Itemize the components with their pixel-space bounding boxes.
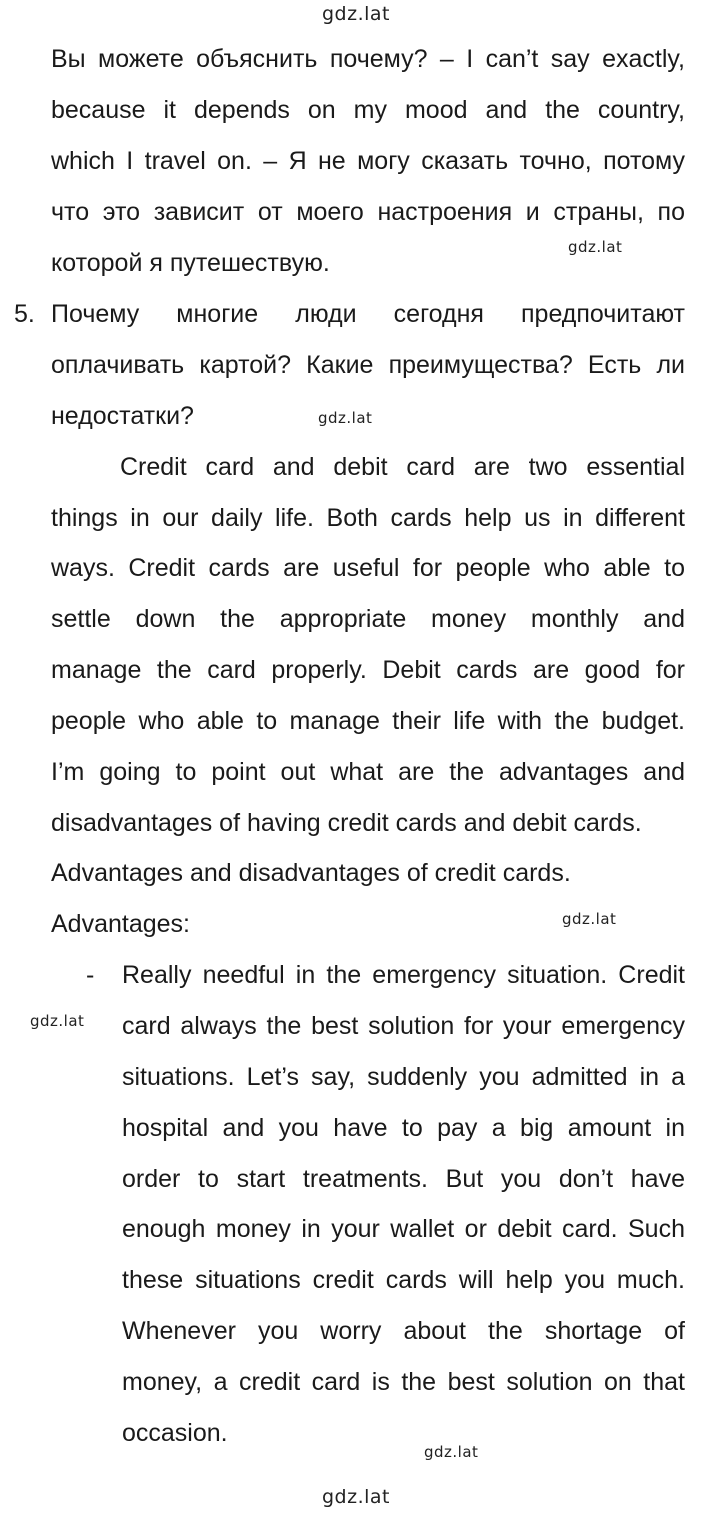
text-line: Credit card and debit card are two essential <box>120 453 685 481</box>
text-line: things in our daily life. Both cards help us in different <box>51 504 685 532</box>
text-line: Вы можете объяснить почему? – I can’t say exactly, <box>51 45 685 73</box>
text-line: occasion. <box>122 1419 228 1447</box>
watermark: gdz.lat <box>568 238 623 256</box>
text-line: что это зависит от моего настроения и страны, по <box>51 198 685 226</box>
text-line: these situations credit cards will help you much. <box>122 1266 685 1294</box>
text-line: enough money in your wallet or debit card. Such <box>122 1215 685 1243</box>
text-line: which I travel on. – Я не могу сказать точно, потому <box>51 147 685 175</box>
text-line: disadvantages of having credit cards and debit cards. <box>51 809 642 837</box>
text-line: hospital and you have to pay a big amount in <box>122 1114 685 1142</box>
text-line: situations. Let’s say, suddenly you admitted in a <box>122 1063 685 1091</box>
watermark: gdz.lat <box>562 910 617 928</box>
text-line: because it depends on my mood and the country, <box>51 96 685 124</box>
watermark: gdz.lat <box>424 1443 479 1461</box>
watermark: gdz.lat <box>318 409 373 427</box>
text-line: manage the card properly. Debit cards are good for <box>51 656 685 684</box>
text-line: Advantages and disadvantages of credit cards. <box>51 859 571 887</box>
question-line: оплачивать картой? Какие преимущества? Есть ли <box>51 351 685 379</box>
text-line: Whenever you worry about the shortage of <box>122 1317 685 1345</box>
text-line: которой я путешествую. <box>51 249 330 277</box>
bullet-marker: - <box>86 961 95 989</box>
text-line: order to start treatments. But you don’t have <box>122 1165 685 1193</box>
watermark-top: gdz.lat <box>322 3 391 25</box>
watermark: gdz.lat <box>30 1012 85 1030</box>
text-line: Really needful in the emergency situation. Credit <box>122 961 685 989</box>
watermark-bottom: gdz.lat <box>322 1486 391 1508</box>
question-number: 5. <box>14 300 35 328</box>
section-heading: Advantages: <box>51 910 190 938</box>
text-line: ways. Credit cards are useful for people who able to <box>51 554 685 582</box>
question-line: недостатки? <box>51 402 194 430</box>
text-line: card always the best solution for your emergency <box>122 1012 685 1040</box>
text-line: money, a credit card is the best solution on that <box>122 1368 685 1396</box>
question-line: Почему многие люди сегодня предпочитают <box>51 300 685 328</box>
text-line: settle down the appropriate money monthly and <box>51 605 685 633</box>
text-line: people who able to manage their life with the budget. <box>51 707 685 735</box>
text-line: I’m going to point out what are the advantages and <box>51 758 685 786</box>
